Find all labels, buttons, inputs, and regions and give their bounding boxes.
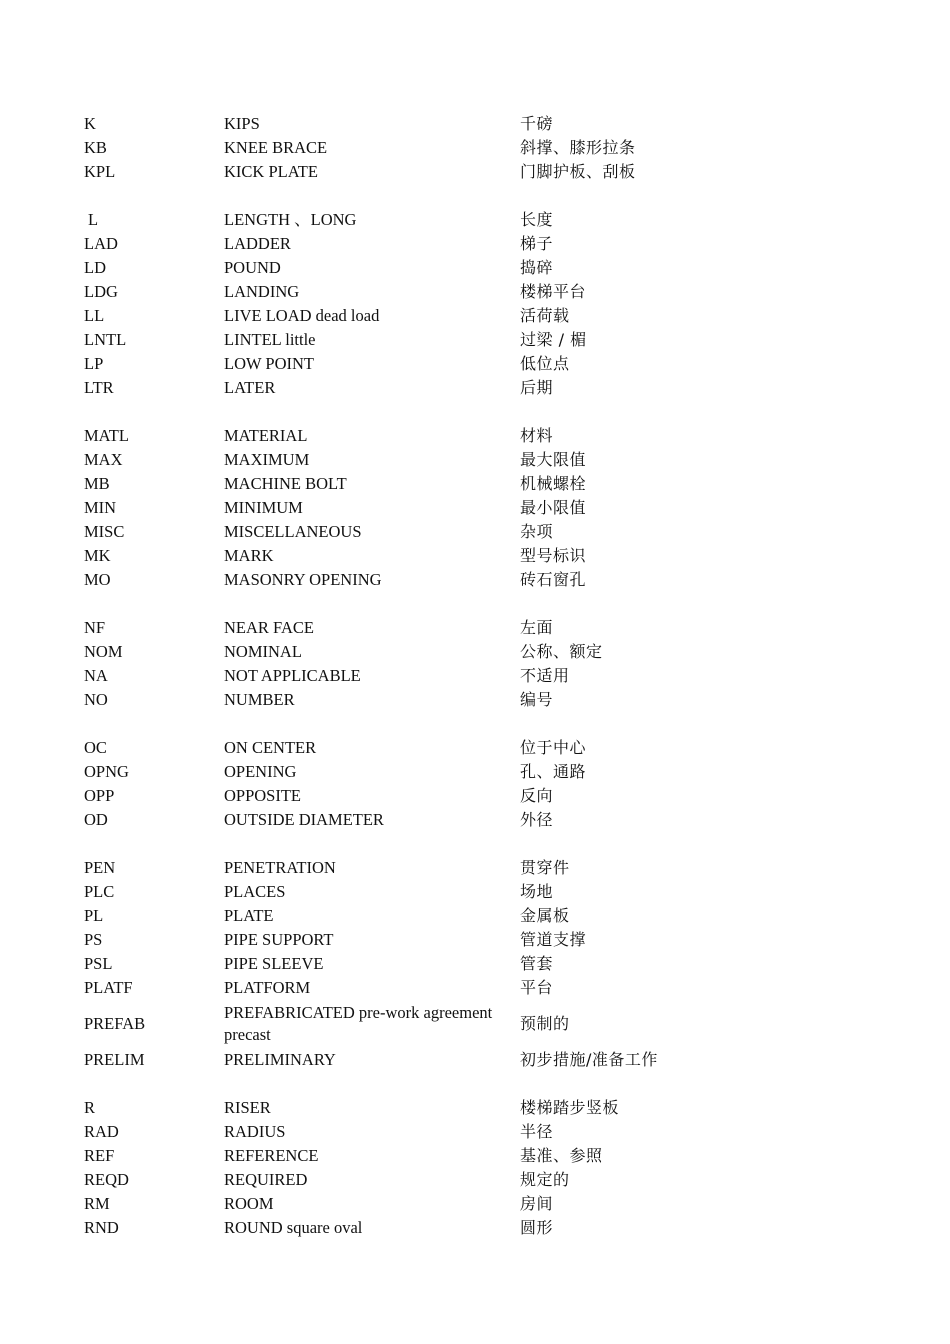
english-term-cell: NOMINAL <box>224 642 302 661</box>
english-term-cell: REFERENCE <box>224 1146 319 1165</box>
chinese-translation-cell: 房间 <box>520 1194 554 1213</box>
english-term-cell: LADDER <box>224 234 291 253</box>
chinese-translation-cell: 后期 <box>520 378 554 397</box>
table-row <box>84 472 844 496</box>
chinese-translation-cell: 最大限值 <box>520 450 587 469</box>
table-row <box>84 976 844 1000</box>
english-term-cell: LATER <box>224 378 276 397</box>
chinese-translation-cell: 材料 <box>520 426 554 445</box>
table-row <box>84 640 844 664</box>
abbreviation-cell: LD <box>84 258 106 277</box>
abbreviation-cell: LL <box>84 306 105 325</box>
table-row <box>84 424 844 448</box>
chinese-translation-cell: 门脚护板、刮板 <box>520 162 636 181</box>
chinese-translation-cell: 梯子 <box>520 234 554 253</box>
chinese-translation-cell: 最小限值 <box>520 498 587 517</box>
chinese-translation-cell: 金属板 <box>520 906 570 925</box>
chinese-translation-cell: 外径 <box>520 810 554 829</box>
table-row <box>84 1216 844 1240</box>
chinese-translation-cell: 楼梯踏步竖板 <box>520 1098 620 1117</box>
abbreviation-cell: K <box>84 114 96 133</box>
english-term-cell: MISCELLANEOUS <box>224 522 362 541</box>
english-term-cell: PLATE <box>224 906 274 925</box>
abbreviation-cell: LNTL <box>84 330 127 349</box>
chinese-translation-cell: 管套 <box>520 954 554 973</box>
english-term-cell: KICK PLATE <box>224 162 318 181</box>
table-row <box>84 760 844 784</box>
english-term-cell: NUMBER <box>224 690 295 709</box>
abbreviation-cell: REQD <box>84 1170 129 1189</box>
chinese-translation-cell: 平台 <box>520 978 554 997</box>
english-term-cell: LANDING <box>224 282 300 301</box>
english-term-cell: ROUND square oval <box>224 1218 363 1237</box>
table-row <box>84 256 844 280</box>
table-row <box>84 568 844 592</box>
table-row <box>84 1192 844 1216</box>
chinese-translation-cell: 编号 <box>520 690 554 709</box>
abbreviation-cell: RM <box>84 1194 110 1213</box>
chinese-translation-cell: 低位点 <box>520 354 570 373</box>
abbreviation-cell: NA <box>84 666 108 685</box>
abbreviation-cell: KB <box>84 138 107 157</box>
abbreviation-cell: MK <box>84 546 111 565</box>
abbreviation-group <box>84 616 844 712</box>
table-row <box>84 1168 844 1192</box>
table-row <box>84 1048 844 1072</box>
chinese-translation-cell: 过梁 / 楣 <box>520 330 587 349</box>
abbreviation-cell: PRELIM <box>84 1050 145 1069</box>
table-row <box>84 160 844 184</box>
table-row <box>84 1096 844 1120</box>
table-row <box>84 856 844 880</box>
table-row <box>84 112 844 136</box>
abbreviation-cell: LP <box>84 354 104 373</box>
abbreviation-cell: MB <box>84 474 110 493</box>
chinese-translation-cell: 长度 <box>520 210 554 229</box>
table-row <box>84 928 844 952</box>
table-row <box>84 280 844 304</box>
chinese-translation-cell: 公称、额定 <box>520 642 603 661</box>
english-term-cell: MACHINE BOLT <box>224 474 347 493</box>
english-term-cell: KIPS <box>224 114 260 133</box>
english-term-cell: MASONRY OPENING <box>224 570 382 589</box>
chinese-translation-cell: 贯穿件 <box>520 858 570 877</box>
english-term-cell: PREFABRICATED pre-work agreement precast <box>224 1003 493 1044</box>
english-term-cell: OUTSIDE DIAMETER <box>224 810 384 829</box>
table-row <box>84 904 844 928</box>
abbreviation-cell: NOM <box>84 642 123 661</box>
abbreviation-cell: MO <box>84 570 111 589</box>
table-row <box>84 808 844 832</box>
chinese-translation-cell: 砖石窗孔 <box>520 570 587 589</box>
english-term-cell: LOW POINT <box>224 354 314 373</box>
chinese-translation-cell: 初步措施/准备工作 <box>520 1050 658 1069</box>
chinese-translation-cell: 反向 <box>520 786 554 805</box>
table-row <box>84 136 844 160</box>
abbreviation-group <box>84 424 844 592</box>
english-term-cell: NOT APPLICABLE <box>224 666 361 685</box>
english-term-cell: PIPE SUPPORT <box>224 930 334 949</box>
english-term-cell: RADIUS <box>224 1122 286 1141</box>
abbreviation-cell: L <box>88 210 99 229</box>
table-row <box>84 448 844 472</box>
abbreviation-cell: OD <box>84 810 108 829</box>
table-row <box>84 952 844 976</box>
english-term-cell: POUND <box>224 258 281 277</box>
table-row <box>84 1120 844 1144</box>
chinese-translation-cell: 型号标识 <box>520 546 587 565</box>
table-row <box>84 520 844 544</box>
table-row <box>84 784 844 808</box>
abbreviation-cell: NF <box>84 618 106 637</box>
english-term-cell: NEAR FACE <box>224 618 314 637</box>
abbreviation-cell: R <box>84 1098 96 1117</box>
abbreviation-cell: MAX <box>84 450 123 469</box>
abbreviation-table <box>84 112 844 1240</box>
table-row <box>84 208 844 232</box>
table-row <box>84 736 844 760</box>
abbreviation-cell: REF <box>84 1146 115 1165</box>
chinese-translation-cell: 活荷载 <box>520 306 570 325</box>
table-row <box>84 496 844 520</box>
table-row <box>84 376 844 400</box>
chinese-translation-cell: 捣碎 <box>520 258 554 277</box>
english-term-cell: PLATFORM <box>224 978 311 997</box>
english-term-cell: PLACES <box>224 882 286 901</box>
abbreviation-cell: OC <box>84 738 107 757</box>
english-term-cell: MARK <box>224 546 274 565</box>
english-term-cell: PENETRATION <box>224 858 336 877</box>
abbreviation-cell: PSL <box>84 954 113 973</box>
chinese-translation-cell: 楼梯平台 <box>520 282 587 301</box>
english-term-cell: MAXIMUM <box>224 450 310 469</box>
abbreviation-cell: LTR <box>84 378 114 397</box>
table-row <box>84 1144 844 1168</box>
chinese-translation-cell: 杂项 <box>520 522 554 541</box>
table-row <box>84 664 844 688</box>
table-row <box>84 352 844 376</box>
chinese-translation-cell: 不适用 <box>520 666 570 685</box>
table-row <box>84 232 844 256</box>
table-row <box>84 1000 844 1048</box>
table-row <box>84 616 844 640</box>
table-row <box>84 880 844 904</box>
english-term-cell: MINIMUM <box>224 498 303 517</box>
chinese-translation-cell: 半径 <box>520 1122 554 1141</box>
abbreviation-cell: MATL <box>84 426 129 445</box>
chinese-translation-cell: 管道支撑 <box>520 930 587 949</box>
english-term-cell: OPENING <box>224 762 297 781</box>
table-row <box>84 304 844 328</box>
abbreviation-group <box>84 208 844 400</box>
chinese-translation-cell: 斜撑、膝形拉条 <box>520 138 636 157</box>
abbreviation-cell: LAD <box>84 234 118 253</box>
chinese-translation-cell: 千磅 <box>520 114 554 133</box>
chinese-translation-cell: 位于中心 <box>520 738 587 757</box>
english-term-cell: LINTEL little <box>224 330 316 349</box>
abbreviation-cell: PLC <box>84 882 115 901</box>
english-term-cell: REQUIRED <box>224 1170 308 1189</box>
english-term-cell: PRELIMINARY <box>224 1050 336 1069</box>
table-row <box>84 688 844 712</box>
english-term-cell: KNEE BRACE <box>224 138 328 157</box>
abbreviation-cell: OPP <box>84 786 115 805</box>
abbreviation-group <box>84 1096 844 1240</box>
abbreviation-cell: PLATF <box>84 978 133 997</box>
chinese-translation-cell: 左面 <box>520 618 554 637</box>
abbreviation-cell: RAD <box>84 1122 119 1141</box>
chinese-translation-cell: 预制的 <box>520 1014 570 1033</box>
abbreviation-cell: MISC <box>84 522 125 541</box>
abbreviation-cell: RND <box>84 1218 119 1237</box>
chinese-translation-cell: 基准、参照 <box>520 1146 603 1165</box>
english-term-cell: MATERIAL <box>224 426 308 445</box>
abbreviation-cell: OPNG <box>84 762 129 781</box>
english-term-cell: OPPOSITE <box>224 786 302 805</box>
english-term-cell: RISER <box>224 1098 271 1117</box>
table-row <box>84 544 844 568</box>
abbreviation-cell: PEN <box>84 858 116 877</box>
english-term-cell: PIPE SLEEVE <box>224 954 324 973</box>
abbreviation-cell: PS <box>84 930 103 949</box>
abbreviation-group <box>84 112 844 184</box>
chinese-translation-cell: 场地 <box>520 882 554 901</box>
table-row <box>84 328 844 352</box>
abbreviation-cell: PL <box>84 906 104 925</box>
english-term-cell: LIVE LOAD dead load <box>224 306 380 325</box>
chinese-translation-cell: 机械螺栓 <box>520 474 587 493</box>
abbreviation-cell: MIN <box>84 498 117 517</box>
english-term-cell: LENGTH 、LONG <box>224 210 357 229</box>
english-term-cell: ROOM <box>224 1194 274 1213</box>
english-term-cell: ON CENTER <box>224 738 317 757</box>
abbreviation-group <box>84 736 844 832</box>
abbreviation-cell: PREFAB <box>84 1014 146 1033</box>
abbreviation-cell: LDG <box>84 282 118 301</box>
chinese-translation-cell: 规定的 <box>520 1170 570 1189</box>
abbreviation-cell: KPL <box>84 162 116 181</box>
chinese-translation-cell: 圆形 <box>520 1218 554 1237</box>
chinese-translation-cell: 孔、通路 <box>520 762 587 781</box>
abbreviation-group <box>84 856 844 1072</box>
abbreviation-cell: NO <box>84 690 108 709</box>
